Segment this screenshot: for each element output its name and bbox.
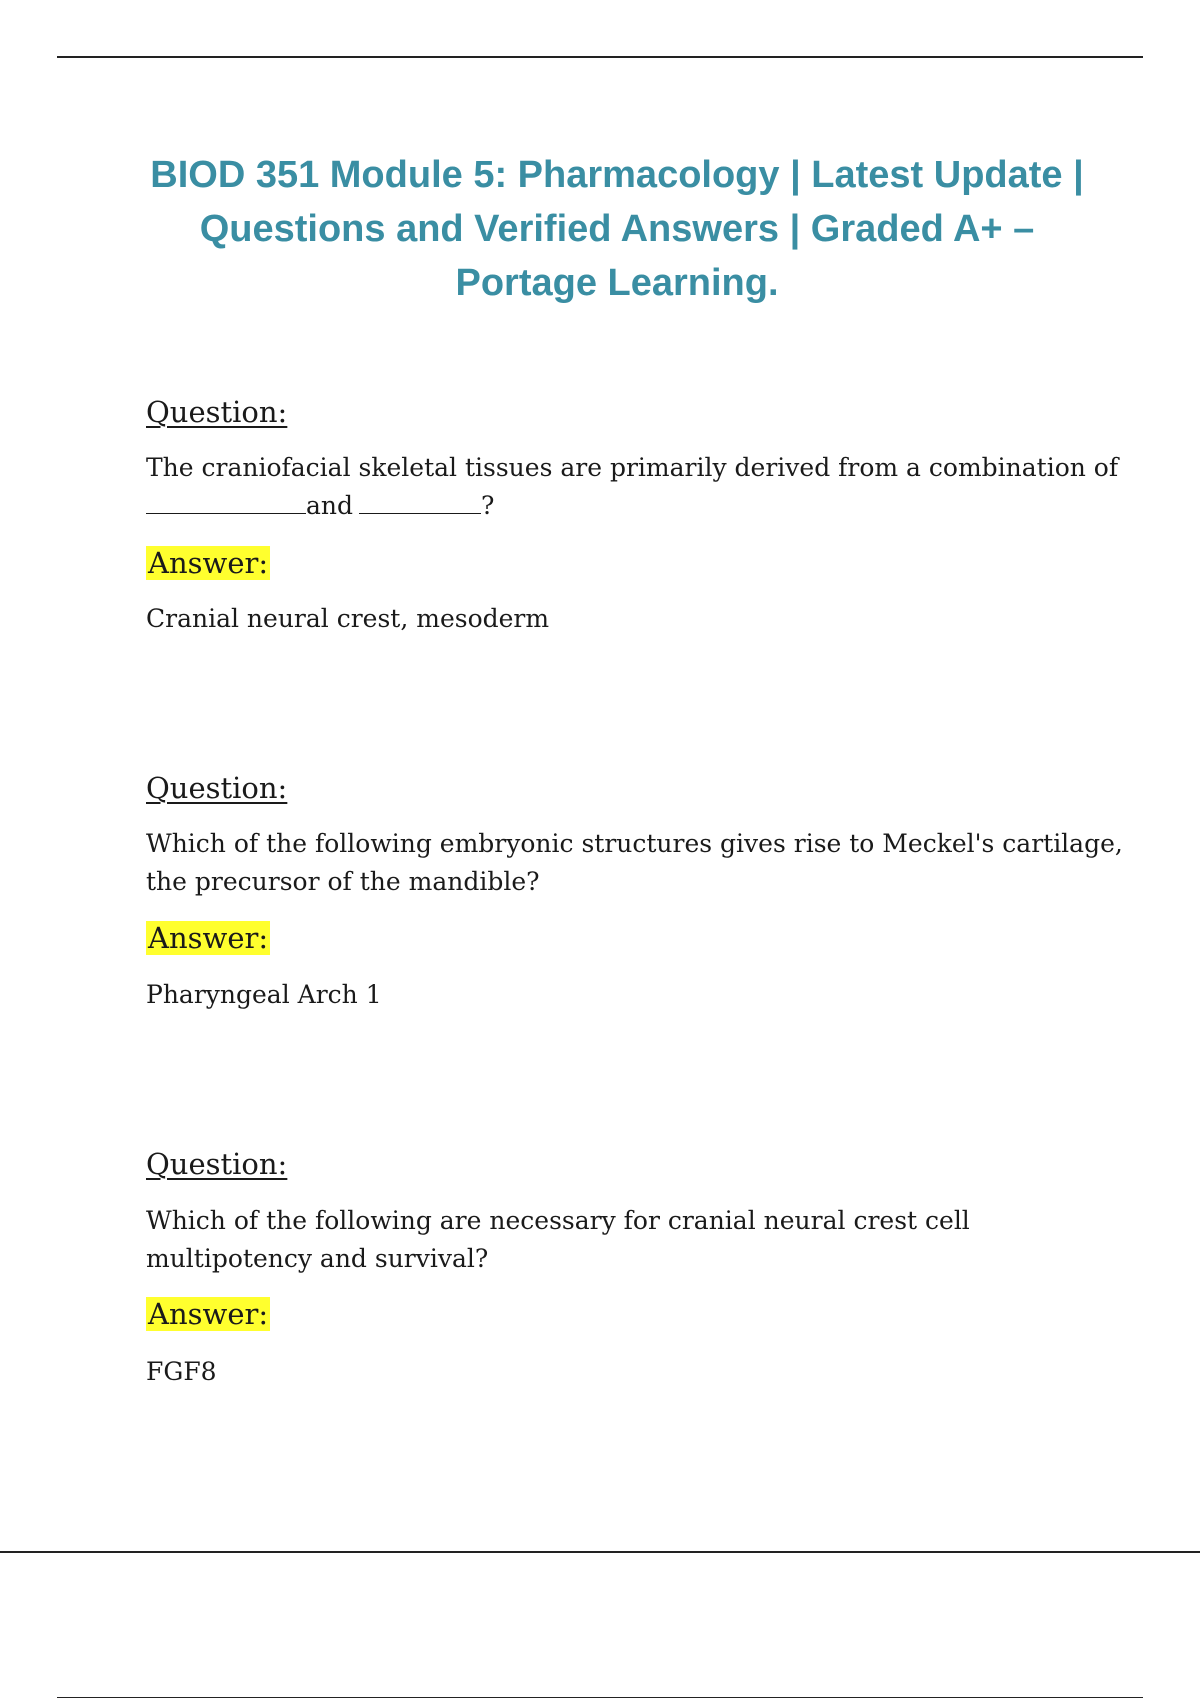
question-label-3: Question: (146, 1147, 288, 1181)
answer-text-1: Cranial neural crest, mesoderm (146, 604, 550, 633)
answer-highlight-2: Answer: (148, 921, 269, 955)
answer-highlight-3: Answer: (148, 1297, 269, 1331)
answer-label-2 (146, 920, 270, 956)
question-text-1 (146, 449, 1136, 525)
top-rule (57, 56, 1143, 58)
question-text-3: Which of the following are necessary for cranial neural crest cell multipotency and survival? (146, 1206, 970, 1273)
answer-highlight-1: Answer: (148, 546, 269, 580)
answer-text-3: FGF8 (146, 1357, 217, 1386)
next-page-top-rule (57, 1697, 1143, 1698)
question-text-1-part-3: ? (481, 491, 495, 520)
question-text-1-part-2: and (306, 491, 354, 520)
answer-text-2: Pharyngeal Arch 1 (146, 980, 382, 1009)
page-break-rule (0, 1551, 1200, 1553)
answer-blank-2 (359, 487, 481, 514)
document-title: BIOD 351 Module 5: Pharmacology | Latest Update | Questions and Verified Answers | Graded A+ – Portage Learning. (150, 154, 1084, 304)
answer-label-1 (146, 545, 270, 581)
answer-label-3 (146, 1296, 270, 1332)
question-label-1: Question: (146, 395, 288, 429)
question-text-2: Which of the following embryonic structures gives rise to Meckel's cartilage, the precursor of the mandible? (146, 829, 1123, 896)
question-label-2: Question: (146, 771, 288, 805)
question-text-1-part-1: The craniofacial skeletal tissues are primarily derived from a combination of (146, 453, 1119, 482)
answer-blank-1 (146, 487, 306, 514)
